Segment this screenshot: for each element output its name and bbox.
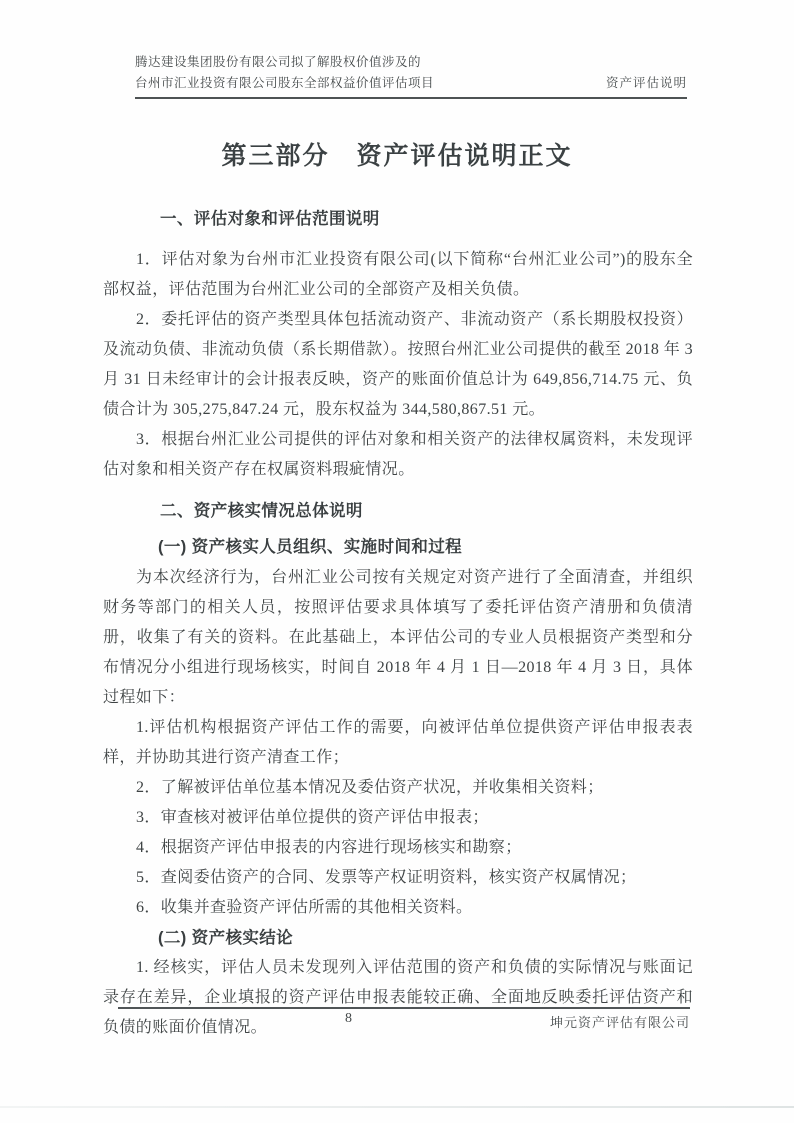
section2-sub2-heading: (二) 资产核实结论 xyxy=(158,929,294,947)
page-number: 8 xyxy=(345,1011,352,1026)
section2-sub1-intro: 为本次经济行为，台州汇业公司按有关规定对资产进行了全面清查，并组织财务等部门的相关人员，按照评估要求具体填写了委托评估资产清册和负债清册，收集了有关的资料。在此基础上，本评估公司的专业人员根据资产类型和分布情况分小组进行现场核实，时间自 2018 年 4 月 1 日—2018 年 4 月 3 日，具体过程如下： xyxy=(103,569,693,706)
page-header xyxy=(135,52,687,99)
section2-sub2-paragraph: 1. 经核实，评估人员未发现列入评估范围的资产和负债的实际情况与账面记录存在差异，企业填报的资产评估申报表能较正确、全面地反映委托评估资产和负债的账面价值情况。 xyxy=(103,959,693,1036)
process-step-6: 6．收集并查验资产评估所需的其他相关资料。 xyxy=(136,899,473,916)
scan-paper-edge xyxy=(0,1106,794,1108)
section2-sub1-heading: (一) 资产核实人员组织、实施时间和过程 xyxy=(158,538,463,556)
document-body xyxy=(103,196,693,1043)
process-step-2: 2．了解被评估单位基本情况及委估资产状况，并收集相关资料； xyxy=(136,779,604,796)
header-project-name xyxy=(135,52,434,94)
footer-rule xyxy=(118,1007,690,1009)
section1-paragraph-2: 2．委托评估的资产类型具体包括流动资产、非流动资产（系长期股权投资）及流动负债、非流动负债（系长期借款）。按照台州汇业公司提供的截至 2018 年 3 月 31 日未经审计的会计报表反映，资产的账面价值总计为 649,856,714.75 元、负债合计为 305,275,847.24 元，股东权益为 344,580,867.51 元。 xyxy=(103,311,693,418)
footer-company-name: 坤元资产评估有限公司 xyxy=(549,1015,690,1030)
header-project-line1: 腾达建设集团股份有限公司拟了解股权价值涉及的 xyxy=(135,55,422,69)
section1-paragraph-1: 1．评估对象为台州市汇业投资有限公司(以下简称“台州汇业公司”)的股东全部权益，评估范围为台州汇业公司的全部资产及相关负债。 xyxy=(103,251,693,298)
section1-heading: 一、评估对象和评估范围说明 xyxy=(160,210,380,228)
section2-heading: 二、资产核实情况总体说明 xyxy=(160,502,363,520)
section1-paragraph-3: 3．根据台州汇业公司提供的评估对象和相关资产的法律权属资料，未发现评估对象和相关资产存在权属资料瑕疵情况。 xyxy=(103,431,693,478)
process-step-5: 5．查阅委估资产的合同、发票等产权证明资料，核实资产权属情况； xyxy=(136,869,637,886)
process-step-1: 1.评估机构根据资产评估工作的需要，向被评估单位提供资产评估申报表表样，并协助其进行资产清查工作； xyxy=(103,719,693,766)
process-step-3: 3．审查核对被评估单位提供的资产评估申报表； xyxy=(136,809,489,826)
header-doc-type: 资产评估说明 xyxy=(605,76,687,90)
header-project-line2: 台州市汇业投资有限公司股东全部权益价值评估项目 xyxy=(135,76,435,90)
page-title: 第三部分 资产评估说明正文 xyxy=(221,142,573,170)
process-step-4: 4．根据资产评估申报表的内容进行现场核实和勘察； xyxy=(136,839,522,856)
